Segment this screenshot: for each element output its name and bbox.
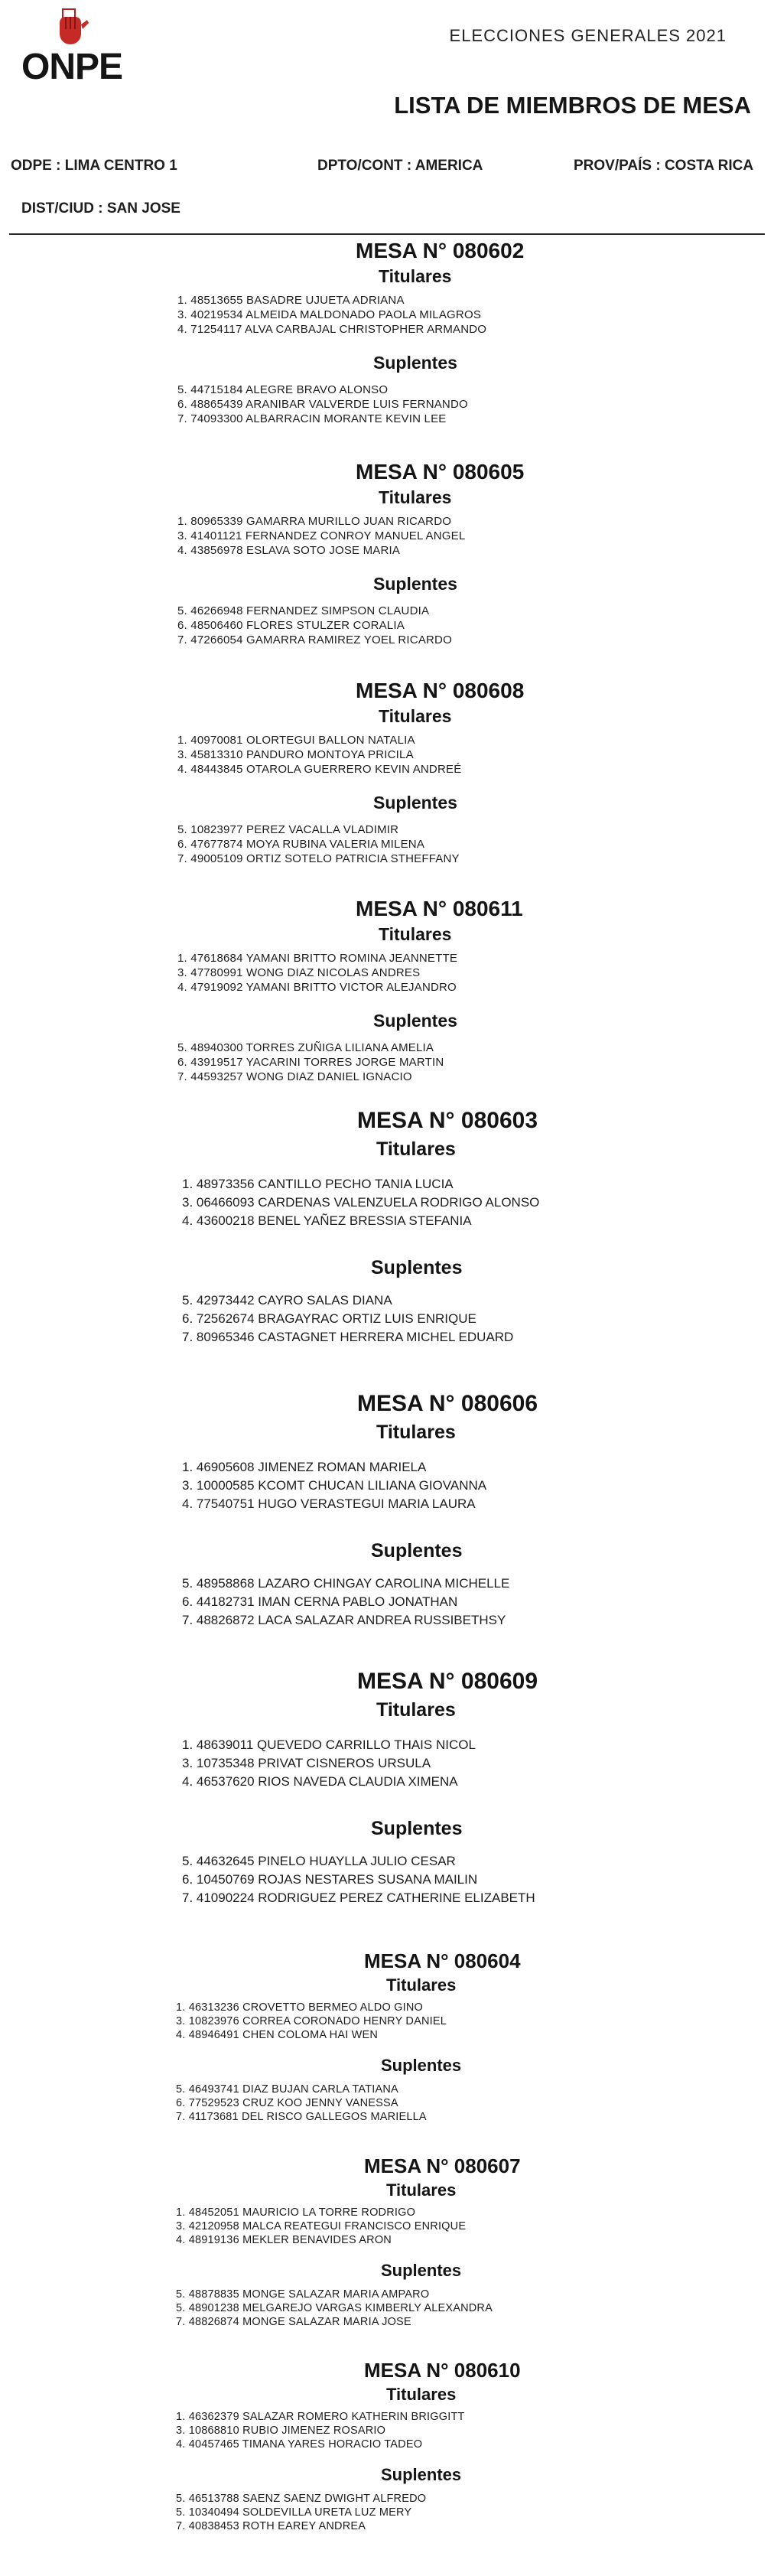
titular-row: 4. 48443845 OTAROLA GUERRERO KEVIN ANDREÉ bbox=[177, 763, 462, 776]
suplente-row: 6. 48865439 ARANIBAR VALVERDE LUIS FERNANDO bbox=[177, 398, 468, 411]
titulares-heading: Titulares bbox=[379, 706, 452, 726]
mesa-title: MESA N° 080603 bbox=[357, 1108, 538, 1133]
suplente-row: 7. 44593257 WONG DIAZ DANIEL IGNACIO bbox=[177, 1070, 412, 1083]
titular-row: 1. 48639011 QUEVEDO CARRILLO THAIS NICOL bbox=[182, 1737, 476, 1752]
titular-row: 3. 45813310 PANDURO MONTOYA PRICILA bbox=[177, 748, 414, 761]
suplentes-heading: Suplentes bbox=[371, 1257, 463, 1278]
suplente-row: 7. 40838453 ROTH EAREY ANDREA bbox=[176, 2520, 366, 2532]
titulares-heading: Titulares bbox=[386, 2385, 457, 2404]
titular-row: 4. 40457465 TIMANA YARES HORACIO TADEO bbox=[176, 2438, 423, 2451]
titular-row: 3. 10823976 CORREA CORONADO HENRY DANIEL bbox=[176, 2015, 447, 2027]
titulares-heading: Titulares bbox=[379, 266, 452, 286]
suplente-row: 5. 44715184 ALEGRE BRAVO ALONSO bbox=[177, 383, 389, 396]
suplente-row: 6. 10450769 ROJAS NESTARES SUSANA MAILIN bbox=[182, 1872, 478, 1887]
dist-field: DIST/CIUD : SAN JOSE bbox=[21, 200, 180, 217]
mesa-title: MESA N° 080604 bbox=[364, 1949, 521, 1972]
suplente-row: 6. 47677874 MOYA RUBINA VALERIA MILENA bbox=[177, 838, 425, 851]
suplente-row: 7. 47266054 GAMARRA RAMIREZ YOEL RICARDO bbox=[177, 633, 452, 646]
suplentes-heading: Suplentes bbox=[371, 1540, 463, 1562]
mesa-title: MESA N° 080602 bbox=[356, 239, 525, 262]
mesa-title: MESA N° 080611 bbox=[356, 897, 523, 920]
titular-row: 1. 47618684 YAMANI BRITTO ROMINA JEANNETTE bbox=[177, 952, 458, 965]
suplentes-heading: Suplentes bbox=[381, 2056, 462, 2075]
mesa-title: MESA N° 080606 bbox=[357, 1391, 538, 1416]
dpto-field: DPTO/CONT : AMERICA bbox=[317, 158, 483, 174]
suplente-row: 5. 10823977 PEREZ VACALLA VLADIMIR bbox=[177, 823, 399, 836]
titulares-heading: Titulares bbox=[379, 924, 452, 944]
titular-row: 3. 42120958 MALCA REATEGUI FRANCISCO ENRIQUE bbox=[176, 2220, 467, 2232]
suplente-row: 6. 72562674 BRAGAYRAC ORTIZ LUIS ENRIQUE bbox=[182, 1311, 476, 1326]
titular-row: 1. 48973356 CANTILLO PECHO TANIA LUCIA bbox=[182, 1177, 454, 1191]
suplente-row: 5. 46266948 FERNANDEZ SIMPSON CLAUDIA bbox=[177, 604, 430, 617]
suplente-row: 5. 48878835 MONGE SALAZAR MARIA AMPARO bbox=[176, 2288, 430, 2301]
suplente-row: 5. 48940300 TORRES ZUÑIGA LILIANA AMELIA bbox=[177, 1041, 434, 1054]
titular-row: 4. 71254117 ALVA CARBAJAL CHRISTOPHER ARMANDO bbox=[177, 323, 487, 336]
titulares-heading: Titulares bbox=[376, 1422, 456, 1443]
suplente-row: 5. 42973442 CAYRO SALAS DIANA bbox=[182, 1293, 392, 1308]
suplente-row: 6. 43919517 YACARINI TORRES JORGE MARTIN bbox=[177, 1056, 444, 1069]
titular-row: 4. 46537620 RIOS NAVEDA CLAUDIA XIMENA bbox=[182, 1774, 458, 1789]
titular-row: 1. 46313236 CROVETTO BERMEO ALDO GINO bbox=[176, 2001, 424, 2014]
suplente-row: 5. 44632645 PINELO HUAYLLA JULIO CESAR bbox=[182, 1854, 456, 1868]
suplente-row: 5. 46493741 DIAZ BUJAN CARLA TATIANA bbox=[176, 2083, 398, 2096]
titular-row: 1. 80965339 GAMARRA MURILLO JUAN RICARDO bbox=[177, 515, 452, 528]
suplente-row: 7. 48826874 MONGE SALAZAR MARIA JOSE bbox=[176, 2316, 411, 2328]
mesa-title: MESA N° 080605 bbox=[356, 460, 525, 484]
titular-row: 3. 41401121 FERNANDEZ CONROY MANUEL ANGEL bbox=[177, 529, 466, 542]
election-title: ELECCIONES GENERALES 2021 bbox=[449, 26, 727, 45]
onpe-logo bbox=[21, 6, 136, 87]
suplentes-heading: Suplentes bbox=[381, 2465, 462, 2484]
suplente-row: 7. 49005109 ORTIZ SOTELO PATRICIA STHEFFANY bbox=[177, 852, 460, 865]
suplente-row: 5. 10340494 SOLDEVILLA URETA LUZ MERY bbox=[176, 2506, 412, 2519]
suplente-row: 6. 48506460 FLORES STULZER CORALIA bbox=[177, 619, 405, 632]
titular-row: 3. 47780991 WONG DIAZ NICOLAS ANDRES bbox=[177, 966, 421, 979]
titulares-heading: Titulares bbox=[386, 1975, 457, 1995]
ballot-hand-icon bbox=[52, 6, 92, 49]
suplentes-heading: Suplentes bbox=[381, 2261, 462, 2280]
titular-row: 3. 10000585 KCOMT CHUCAN LILIANA GIOVANNA bbox=[182, 1478, 487, 1493]
document-title: LISTA DE MIEMBROS DE MESA bbox=[394, 92, 751, 119]
titular-row: 3. 10868810 RUBIO JIMENEZ ROSARIO bbox=[176, 2425, 386, 2437]
suplente-row: 5. 46513788 SAENZ SAENZ DWIGHT ALFREDO bbox=[176, 2493, 427, 2505]
titular-row: 1. 46362379 SALAZAR ROMERO KATHERIN BRIGGITT bbox=[176, 2411, 465, 2423]
mesa-title: MESA N° 080609 bbox=[357, 1669, 538, 1694]
titular-row: 4. 47919092 YAMANI BRITTO VICTOR ALEJANDRO bbox=[177, 981, 457, 994]
suplentes-heading: Suplentes bbox=[373, 574, 457, 594]
suplente-row: 6. 77529523 CRUZ KOO JENNY VANESSA bbox=[176, 2097, 398, 2109]
suplente-row: 7. 41173681 DEL RISCO GALLEGOS MARIELLA bbox=[176, 2111, 427, 2123]
logo-text: ONPE bbox=[21, 47, 123, 87]
titular-row: 4. 43600218 BENEL YAÑEZ BRESSIA STEFANIA bbox=[182, 1213, 472, 1228]
suplentes-heading: Suplentes bbox=[371, 1818, 463, 1839]
suplentes-heading: Suplentes bbox=[373, 1011, 457, 1031]
mesa-title: MESA N° 080607 bbox=[364, 2154, 521, 2177]
mesa-title: MESA N° 080608 bbox=[356, 679, 525, 702]
suplentes-heading: Suplentes bbox=[373, 793, 457, 813]
odpe-field: ODPE : LIMA CENTRO 1 bbox=[11, 158, 177, 174]
titular-row: 1. 48513655 BASADRE UJUETA ADRIANA bbox=[177, 294, 405, 307]
titular-row: 1. 46905608 JIMENEZ ROMAN MARIELA bbox=[182, 1460, 427, 1474]
titulares-heading: Titulares bbox=[376, 1699, 456, 1721]
suplente-row: 7. 41090224 RODRIGUEZ PEREZ CATHERINE ELIZABETH bbox=[182, 1890, 535, 1905]
suplente-row: 5. 48901238 MELGAREJO VARGAS KIMBERLY ALEXANDRA bbox=[176, 2302, 493, 2314]
titulares-heading: Titulares bbox=[379, 487, 452, 507]
header-divider bbox=[9, 233, 765, 235]
titular-row: 4. 77540751 HUGO VERASTEGUI MARIA LAURA bbox=[182, 1496, 476, 1511]
suplente-row: 7. 48826872 LACA SALAZAR ANDREA RUSSIBETHSY bbox=[182, 1613, 506, 1627]
titular-row: 1. 40970081 OLORTEGUI BALLON NATALIA bbox=[177, 734, 415, 747]
titulares-heading: Titulares bbox=[376, 1138, 456, 1160]
suplente-row: 6. 44182731 IMAN CERNA PABLO JONATHAN bbox=[182, 1594, 458, 1609]
titular-row: 1. 48452051 MAURICIO LA TORRE RODRIGO bbox=[176, 2206, 416, 2219]
titular-row: 3. 06466093 CARDENAS VALENZUELA RODRIGO ALONSO bbox=[182, 1195, 540, 1210]
prov-field: PROV/PAÍS : COSTA RICA bbox=[574, 158, 754, 174]
titular-row: 4. 48946491 CHEN COLOMA HAI WEN bbox=[176, 2029, 379, 2041]
titular-row: 3. 10735348 PRIVAT CISNEROS URSULA bbox=[182, 1756, 431, 1770]
titulares-heading: Titulares bbox=[386, 2180, 457, 2200]
suplente-row: 5. 48958868 LAZARO CHINGAY CAROLINA MICHELLE bbox=[182, 1576, 510, 1591]
mesa-title: MESA N° 080610 bbox=[364, 2359, 521, 2382]
suplentes-heading: Suplentes bbox=[373, 353, 457, 373]
suplente-row: 7. 80965346 CASTAGNET HERRERA MICHEL EDUARD bbox=[182, 1330, 514, 1344]
titular-row: 3. 40219534 ALMEIDA MALDONADO PAOLA MILAGROS bbox=[177, 308, 482, 321]
titular-row: 4. 48919136 MEKLER BENAVIDES ARON bbox=[176, 2234, 392, 2246]
suplente-row: 7. 74093300 ALBARRACIN MORANTE KEVIN LEE bbox=[177, 412, 447, 425]
titular-row: 4. 43856978 ESLAVA SOTO JOSE MARIA bbox=[177, 544, 401, 557]
